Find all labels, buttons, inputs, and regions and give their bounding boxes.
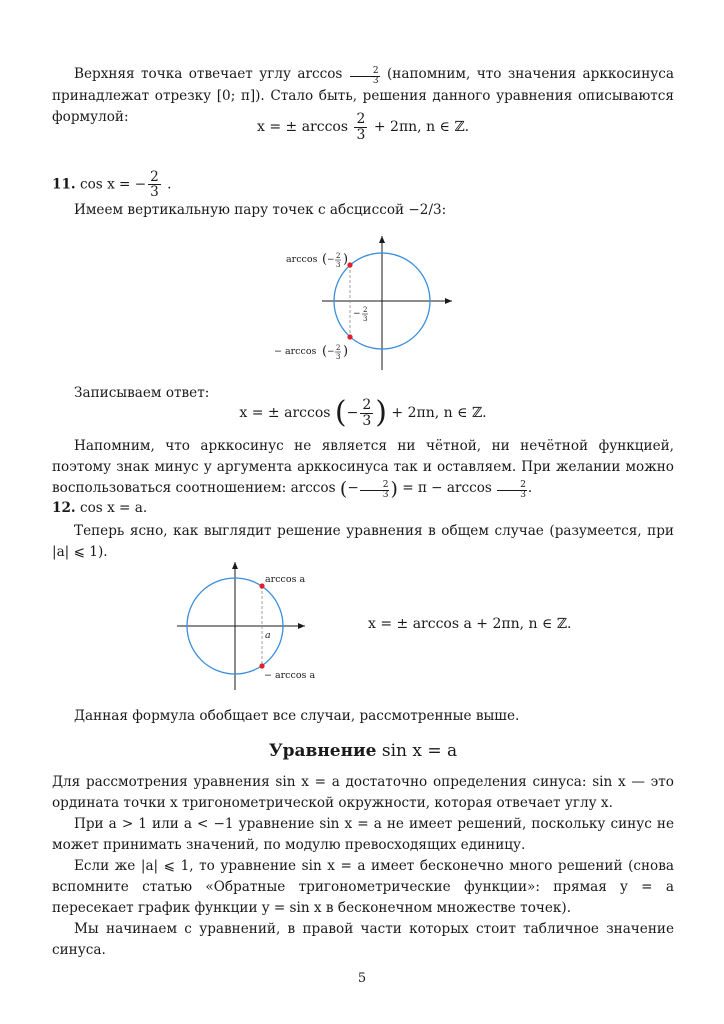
intro-paragraph: Верхняя точка отвечает углу arccos $\frac{2}{3}$ (напомним, что значения арккосинуса принадлежат отрезку [0; π]). Стало быть, решения данного уравнения описываются формулой: xyxy=(52,66,674,125)
problem-11-text: Имеем вертикальную пару точек с абсциссой −2/3: xyxy=(74,202,447,218)
unit-circle-diagram-11 xyxy=(270,232,460,372)
svg-text:3: 3 xyxy=(336,261,341,269)
label-x-value: − xyxy=(353,309,361,319)
section-paragraph-4: Мы начинаем с уравнений, в правой части которых стоит табличное значение синуса. xyxy=(52,921,674,958)
upper-point xyxy=(347,262,352,267)
section-paragraph-3: Если же |a| ⩽ 1, то уравнение sin x = a имеет бесконечно много решений (снова вспомните статью «Обратные тригонометрические функции»: прямая y = a пересекает график функции y = sin x в бесконечном множестве точек). xyxy=(52,858,674,916)
upper-point xyxy=(259,583,264,588)
label-minus-arccos-a: − arccos a xyxy=(264,670,316,681)
svg-text:2: 2 xyxy=(336,252,341,260)
formula-arccos-two-thirds: x = ± arccos $\frac{2}{3}$ + 2πn, n ∈ ℤ. xyxy=(256,111,470,143)
svg-text:): ) xyxy=(343,344,349,359)
answer-intro: Записываем ответ: xyxy=(74,385,210,401)
formula-arccos-minus-two-thirds: x = ± arccos (− $\frac{2}{3}$ ) + 2πn, n ∈ ℤ. xyxy=(239,395,487,431)
page-number: 5 xyxy=(357,971,367,986)
svg-text:(: ( xyxy=(322,344,328,359)
problem-11-heading: 11. cos x = − $\frac{2}{3}$ . xyxy=(52,169,172,201)
label-arccos-bottom: − arccos xyxy=(274,346,317,357)
lower-point xyxy=(259,663,264,668)
unit-circle-diagram-12 xyxy=(175,560,335,695)
label-a: a xyxy=(265,630,271,641)
svg-text:2: 2 xyxy=(336,344,341,352)
svg-text:3: 3 xyxy=(363,315,368,323)
section-title: Уравнение sin x = a xyxy=(268,741,458,761)
conclusion: Данная формула обобщает все случаи, рассмотренные выше. xyxy=(74,708,520,724)
svg-text:−: − xyxy=(327,255,335,265)
svg-text:3: 3 xyxy=(336,353,341,361)
problem-12-heading: 12. cos x = a. xyxy=(52,500,148,516)
section-paragraph-2: При a > 1 или a < −1 уравнение sin x = a не имеет решений, поскольку синус не может принимать значений, по модулю превосходящих единицу. xyxy=(52,816,674,853)
formula-general: x = ± arccos a + 2πn, n ∈ ℤ. xyxy=(368,616,572,632)
section-paragraph-1: Для рассмотрения уравнения sin x = a достаточно определения синуса: sin x — это ордината точки x тригонометрической окружности, которая отвечает углу x. xyxy=(52,774,674,811)
label-arccos-a: arccos a xyxy=(265,574,306,585)
svg-text:2: 2 xyxy=(363,306,368,314)
svg-text:(: ( xyxy=(322,252,328,267)
label-arccos-top: arccos xyxy=(286,254,318,265)
lower-point xyxy=(347,334,352,339)
problem-12-text: Теперь ясно, как выглядит решение уравнения в общем случае (разумеется, при |a| ⩽ 1). xyxy=(52,523,674,560)
svg-text:−: − xyxy=(327,347,335,357)
svg-text:): ) xyxy=(343,252,349,267)
note-paragraph: Напомним, что арккосинус не является ни чётной, ни нечётной функцией, поэтому знак минус у аргумента арккосинуса так и оставляем. При желании можно воспользоваться соотношением: arccos (− $\frac{2}{3}$ ) = π − arccos $\frac{2}{3}$ . xyxy=(52,438,674,500)
inline-fraction: $\frac{2}{3}$ xyxy=(350,67,380,86)
